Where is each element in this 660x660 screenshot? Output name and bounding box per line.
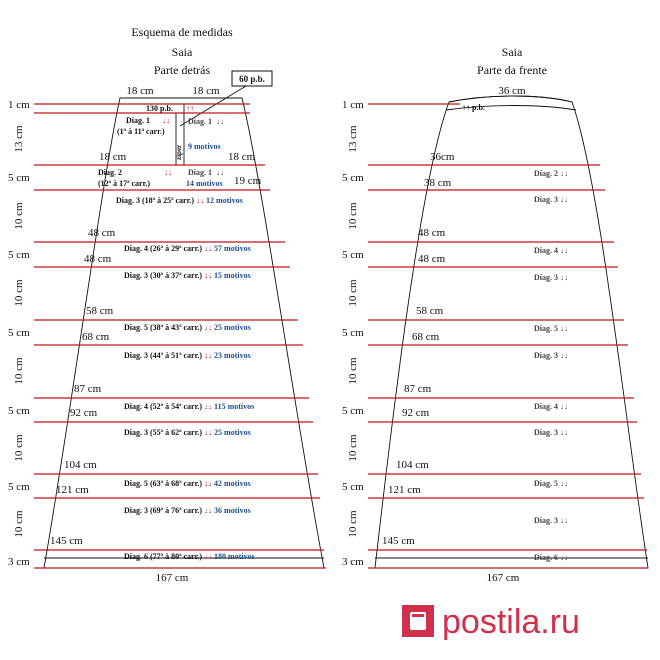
width-label: 145 cm — [382, 535, 415, 547]
width-label: 104 cm — [64, 459, 97, 471]
diag-1-left-rows: (1ª à 11ª carr.) — [117, 127, 165, 136]
height-label: 5 cm — [8, 327, 30, 339]
height-label: 5 cm — [8, 249, 30, 261]
height-label: 1 cm — [342, 99, 364, 111]
diag-2-left-label: Diag. 2 — [98, 168, 122, 177]
height-label: 5 cm — [8, 172, 30, 184]
zipper-label: zíper — [175, 144, 183, 160]
height-label: 3 cm — [342, 556, 364, 568]
back-subtitle-1: Saia — [171, 45, 193, 59]
height-label: 3 cm — [8, 556, 30, 568]
height-label: 10 cm — [13, 510, 25, 538]
front-diag-label: Diag. 3 ↓↓ — [534, 195, 568, 204]
diag-row-label: Diag. 5 (63ª à 68ª carr.) ↓↓ 42 motivos — [124, 479, 251, 488]
height-label: 5 cm — [8, 405, 30, 417]
front-diag-label: Diag. 3 ↓↓ — [534, 428, 568, 437]
diag-1-left-label: Diag. 1 — [126, 116, 150, 125]
diag-2-left-rows: (12ª à 17ª carr.) — [98, 179, 151, 188]
diag-row-label: Diag. 3 (18ª à 25ª carr.) ↓↓ 12 motivos — [116, 196, 243, 205]
front-diag-label: Diag. 3 ↓↓ — [534, 273, 568, 282]
back-hem-width: 167 cm — [155, 572, 189, 584]
width-label: 38 cm — [424, 177, 452, 189]
back-width-labels — [50, 227, 116, 547]
width-label: 87 cm — [74, 383, 102, 395]
down-arrows: ↓↓ — [216, 117, 224, 126]
height-label: 5 cm — [342, 327, 364, 339]
diag-1-right-label: Diag. 1 — [188, 168, 212, 177]
back-subtitle-2: Parte detrás — [153, 63, 211, 77]
front-diag-label: Diag. 2 ↓↓ — [534, 169, 568, 178]
watermark-logo-icon — [412, 614, 424, 617]
watermark-text: postila.ru — [442, 603, 580, 641]
width-label: 18 cm — [228, 151, 256, 163]
front-hem-width: 167 cm — [486, 572, 520, 584]
diag-row-label: Diag. 3 (44ª à 51ª carr.) ↓↓ 23 motivos — [124, 351, 251, 360]
back-top-left-width: 18 cm — [126, 85, 154, 97]
width-label: 19 cm — [234, 175, 262, 187]
width-label: 87 cm — [404, 383, 432, 395]
width-label: 92 cm — [402, 407, 430, 419]
front-band-label: ↑↑ p.b. — [462, 103, 485, 112]
height-label: 1 cm — [8, 99, 30, 111]
height-label: 10 cm — [347, 434, 359, 462]
height-label: 5 cm — [342, 249, 364, 261]
down-arrows: ↓↓ — [164, 168, 172, 177]
diag-row-label: Diag. 6 (77ª à 80ª carr.) ↓↓ 180 motivos — [124, 552, 255, 561]
width-label: 48 cm — [418, 227, 446, 239]
front-diagram-labels — [534, 169, 568, 562]
diag-1-right-label: Diag. 1 — [188, 117, 212, 126]
front-subtitle-1: Saia — [501, 45, 523, 59]
height-label: 10 cm — [347, 202, 359, 230]
diag-row-label: Diag. 3 (55ª à 62ª carr.) ↓↓ 25 motivos — [124, 428, 251, 437]
diag-row-label: Diag. 3 (30ª à 37ª carr.) ↓↓ 15 motivos — [124, 271, 251, 280]
height-label: 10 cm — [13, 279, 25, 307]
height-label: 5 cm — [8, 481, 30, 493]
down-arrows: ↓↓ — [216, 168, 224, 177]
diag-row-label: Diag. 3 (69ª à 76ª carr.) ↓↓ 36 motivos — [124, 506, 251, 515]
front-diag-label: Diag. 3 ↓↓ — [534, 516, 568, 525]
diag-row-label: Diag. 4 (52ª à 54ª carr.) ↓↓ 115 motivos — [124, 402, 255, 411]
height-label: 10 cm — [347, 279, 359, 307]
watermark — [402, 603, 580, 641]
back-title: Esquema de medidas — [131, 25, 233, 39]
width-label: 58 cm — [416, 305, 444, 317]
up-arrows: ↑↑ — [186, 104, 194, 113]
down-arrows: ↓↓ — [162, 116, 170, 125]
callout-label: 60 p.b. — [239, 74, 265, 84]
width-label: 92 cm — [70, 407, 98, 419]
width-label: 68 cm — [82, 331, 110, 343]
diag-row-label: Diag. 5 (38ª à 43ª carr.) ↓↓ 25 motivos — [124, 323, 251, 332]
front-diag-label: Diag. 5 ↓↓ — [534, 324, 568, 333]
width-label: 18 cm — [99, 151, 127, 163]
width-label: 145 cm — [50, 535, 83, 547]
height-label: 13 cm — [13, 125, 25, 153]
front-diag-label: Diag. 6 ↓↓ — [534, 553, 568, 562]
height-label: 10 cm — [13, 434, 25, 462]
back-top-right-width: 18 cm — [192, 85, 220, 97]
height-label: 5 cm — [342, 405, 364, 417]
width-label: 104 cm — [396, 459, 429, 471]
front-subtitle-2: Parte da frente — [477, 63, 547, 77]
width-label: 48 cm — [88, 227, 116, 239]
front-diag-label: Diag. 5 ↓↓ — [534, 479, 568, 488]
front-top-width: 36 cm — [498, 85, 526, 97]
height-label: 10 cm — [347, 357, 359, 385]
width-label: 58 cm — [86, 305, 114, 317]
height-label: 10 cm — [13, 357, 25, 385]
height-labels — [8, 99, 30, 568]
back-diagram-rows — [116, 196, 255, 561]
height-label: 10 cm — [347, 510, 359, 538]
front-diag-label: Diag. 3 ↓↓ — [534, 351, 568, 360]
width-label: 48 cm — [418, 253, 446, 265]
width-label: 121 cm — [56, 484, 89, 496]
width-label: 68 cm — [412, 331, 440, 343]
width-label: 36cm — [430, 151, 455, 163]
height-label: 13 cm — [347, 125, 359, 153]
width-label: 48 cm — [84, 253, 112, 265]
height-label: 10 cm — [13, 202, 25, 230]
width-label: 121 cm — [388, 484, 421, 496]
motivos-14: 14 motivos — [186, 179, 223, 188]
front-height-labels — [342, 99, 364, 568]
diag-row-label: Diag. 4 (26ª à 29ª carr.) ↓↓ 57 motivos — [124, 244, 251, 253]
waistband-label: 130 p.b. — [146, 104, 173, 113]
height-label: 5 cm — [342, 172, 364, 184]
motivos-9: 9 motivos — [188, 142, 221, 151]
front-diag-label: Diag. 4 ↓↓ — [534, 402, 568, 411]
front-diag-label: Diag. 4 ↓↓ — [534, 246, 568, 255]
front-width-labels — [382, 151, 455, 547]
height-label: 5 cm — [342, 481, 364, 493]
